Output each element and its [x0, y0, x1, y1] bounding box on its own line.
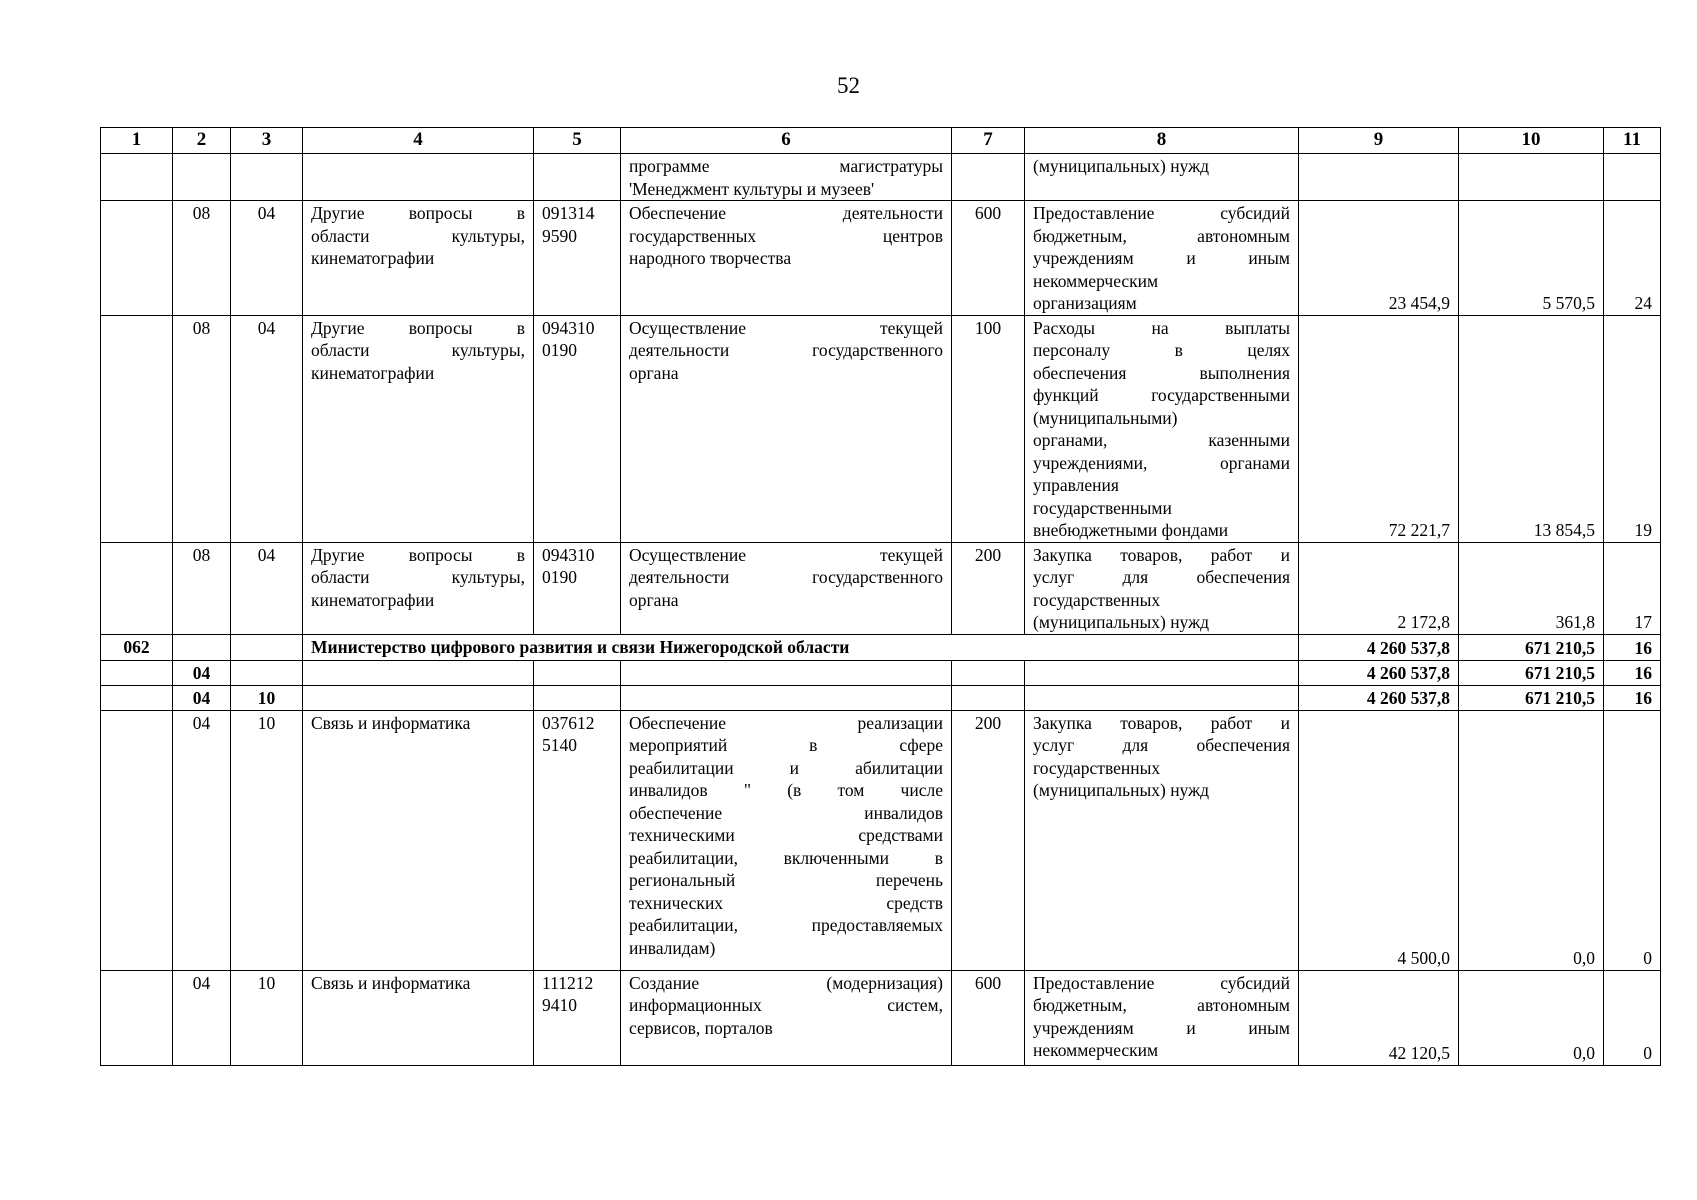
cell-expense-name: Расходы на выплаты персоналу в целях обеспечения выполнения функций государственными (муниципальными) органами, казенными учреждениями, органами управления государственными внебюджетными фондами	[1025, 315, 1299, 542]
cell-executed: 671 210,5	[1459, 685, 1604, 710]
header-col-6: 6	[621, 128, 952, 154]
section-row	[101, 660, 1661, 685]
cell-target-code	[534, 154, 621, 201]
cell-expense-type	[952, 154, 1025, 201]
cell-plan: 72 221,7	[1299, 315, 1459, 542]
cell-empty	[1025, 660, 1299, 685]
cell-admin-code	[101, 201, 173, 316]
cell-section-name: Связь и информатика	[303, 710, 534, 970]
cell-admin-code	[101, 970, 173, 1065]
cell-admin-code	[101, 542, 173, 634]
cell-admin-code: 062	[101, 634, 173, 660]
cell-section-name	[303, 154, 534, 201]
cell-empty	[952, 660, 1025, 685]
cell-target-name: Обеспечение реализации мероприятий в сфере реабилитации и абилитации инвалидов " (в том числе обеспечение инвалидов техническими средствами реабилитации, включенными в региональный перечень технических средств реабилитации, предоставляемых инвалидам)	[621, 710, 952, 970]
header-col-9: 9	[1299, 128, 1459, 154]
cell-subsection	[231, 660, 303, 685]
cell-section: 08	[173, 201, 231, 316]
cell-subsection: 04	[231, 542, 303, 634]
cell-admin-code	[101, 685, 173, 710]
cell-section: 04	[173, 685, 231, 710]
cell-subsection: 10	[231, 710, 303, 970]
cell-expense-name: Предоставление субсидий бюджетным, автономным учреждениям и иным некоммерческим	[1025, 970, 1299, 1065]
cell-executed: 671 210,5	[1459, 634, 1604, 660]
header-col-1: 1	[101, 128, 173, 154]
cell-expense-type: 200	[952, 710, 1025, 970]
cell-target-code: 094310 0190	[534, 315, 621, 542]
cell-empty	[303, 660, 534, 685]
cell-percent: 16	[1604, 660, 1661, 685]
header-col-10: 10	[1459, 128, 1604, 154]
cell-plan: 2 172,8	[1299, 542, 1459, 634]
cell-subsection	[231, 634, 303, 660]
ministry-name: Министерство цифрового развития и связи Нижегородской области	[303, 634, 1299, 660]
cell-plan	[1299, 154, 1459, 201]
cell-section	[173, 634, 231, 660]
table-row	[101, 542, 1661, 634]
cell-section: 04	[173, 710, 231, 970]
cell-target-name: программе магистратуры 'Менеджмент культуры и музеев'	[621, 154, 952, 201]
cell-plan: 23 454,9	[1299, 201, 1459, 316]
cell-percent: 24	[1604, 201, 1661, 316]
cell-percent: 0	[1604, 710, 1661, 970]
cell-empty	[534, 660, 621, 685]
cell-target-code: 037612 5140	[534, 710, 621, 970]
header-col-5: 5	[534, 128, 621, 154]
header-col-11: 11	[1604, 128, 1661, 154]
cell-expense-type: 200	[952, 542, 1025, 634]
cell-expense-type: 600	[952, 970, 1025, 1065]
cell-percent: 16	[1604, 634, 1661, 660]
cell-percent: 17	[1604, 542, 1661, 634]
cell-target-name: Осуществление текущей деятельности государственного органа	[621, 542, 952, 634]
cell-plan: 42 120,5	[1299, 970, 1459, 1065]
cell-expense-name: Закупка товаров, работ и услуг для обеспечения государственных (муниципальных) нужд	[1025, 542, 1299, 634]
cell-empty	[621, 660, 952, 685]
cell-plan: 4 500,0	[1299, 710, 1459, 970]
cell-executed: 671 210,5	[1459, 660, 1604, 685]
cell-subsection	[231, 154, 303, 201]
cell-section-name: Связь и информатика	[303, 970, 534, 1065]
cell-expense-name: Закупка товаров, работ и услуг для обеспечения государственных (муниципальных) нужд	[1025, 710, 1299, 970]
cell-empty	[534, 685, 621, 710]
cell-percent: 0	[1604, 970, 1661, 1065]
cell-plan: 4 260 537,8	[1299, 660, 1459, 685]
cell-percent	[1604, 154, 1661, 201]
cell-section-name: Другие вопросы в области культуры, кинематографии	[303, 542, 534, 634]
cell-subsection: 04	[231, 201, 303, 316]
cell-empty	[621, 685, 952, 710]
cell-target-name: Создание (модернизация) информационных систем, сервисов, порталов	[621, 970, 952, 1065]
cell-section: 04	[173, 660, 231, 685]
table-row	[101, 315, 1661, 542]
cell-percent: 19	[1604, 315, 1661, 542]
cell-subsection: 10	[231, 685, 303, 710]
subsection-row	[101, 685, 1661, 710]
cell-expense-type: 100	[952, 315, 1025, 542]
cell-section: 08	[173, 315, 231, 542]
cell-expense-name: Предоставление субсидий бюджетным, автономным учреждениям и иным некоммерческим организациям	[1025, 201, 1299, 316]
cell-section-name: Другие вопросы в области культуры, кинематографии	[303, 315, 534, 542]
header-col-3: 3	[231, 128, 303, 154]
cell-executed: 13 854,5	[1459, 315, 1604, 542]
cell-plan: 4 260 537,8	[1299, 685, 1459, 710]
header-col-8: 8	[1025, 128, 1299, 154]
ministry-row	[101, 634, 1661, 660]
cell-empty	[952, 685, 1025, 710]
cell-admin-code	[101, 154, 173, 201]
header-col-7: 7	[952, 128, 1025, 154]
cell-target-code: 094310 0190	[534, 542, 621, 634]
cell-empty	[1025, 685, 1299, 710]
cell-section: 04	[173, 970, 231, 1065]
cell-subsection: 04	[231, 315, 303, 542]
cell-expense-type: 600	[952, 201, 1025, 316]
page-number: 52	[837, 73, 860, 98]
cell-target-name: Обеспечение деятельности государственных центров народного творчества	[621, 201, 952, 316]
table-row	[101, 970, 1661, 1065]
cell-executed	[1459, 154, 1604, 201]
cell-executed: 5 570,5	[1459, 201, 1604, 316]
cell-target-code: 111212 9410	[534, 970, 621, 1065]
table-body	[101, 154, 1661, 1066]
cell-expense-name: (муниципальных) нужд	[1025, 154, 1299, 201]
table-header	[101, 128, 1661, 154]
table-row	[101, 154, 1661, 201]
cell-executed: 361,8	[1459, 542, 1604, 634]
cell-plan: 4 260 537,8	[1299, 634, 1459, 660]
table-row	[101, 201, 1661, 316]
cell-target-name: Осуществление текущей деятельности государственного органа	[621, 315, 952, 542]
cell-executed: 0,0	[1459, 970, 1604, 1065]
cell-percent: 16	[1604, 685, 1661, 710]
cell-subsection: 10	[231, 970, 303, 1065]
cell-target-code: 091314 9590	[534, 201, 621, 316]
cell-section: 08	[173, 542, 231, 634]
cell-admin-code	[101, 315, 173, 542]
cell-empty	[303, 685, 534, 710]
cell-executed: 0,0	[1459, 710, 1604, 970]
cell-section-name: Другие вопросы в области культуры, кинематографии	[303, 201, 534, 316]
budget-table	[100, 127, 1661, 1066]
header-col-2: 2	[173, 128, 231, 154]
cell-section	[173, 154, 231, 201]
table-row	[101, 710, 1661, 970]
cell-admin-code	[101, 660, 173, 685]
header-col-4: 4	[303, 128, 534, 154]
cell-admin-code	[101, 710, 173, 970]
